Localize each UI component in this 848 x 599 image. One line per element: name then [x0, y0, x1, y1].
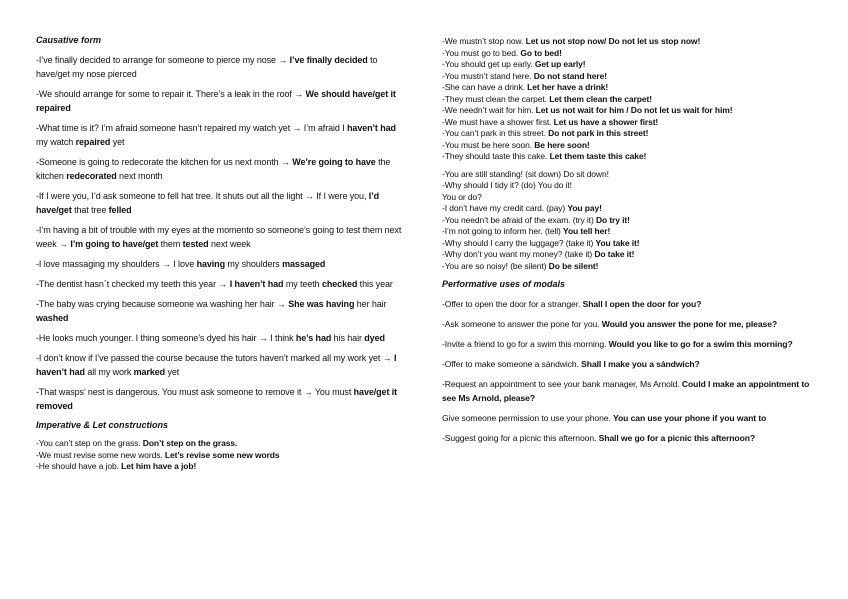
answer-bold: checked — [321, 279, 358, 289]
do-line: You or do? — [442, 191, 482, 202]
answer-bold: dyed — [364, 333, 385, 343]
answer-bold: Let’s revise some new words — [164, 449, 280, 460]
answer-bold: We’re going to have — [292, 157, 376, 167]
answer-bold: Could I make an appointment to see Ms Arnold, please? — [442, 379, 810, 403]
answer-bold: Do take it! — [594, 249, 635, 259]
answer-bold: Let us have a shower first! — [553, 116, 659, 127]
answer-bold: You take it! — [595, 237, 640, 248]
do-line: -Why should I carry the luggage? (take it) You take it! — [442, 237, 640, 248]
causative-paragraph: -I don’t know if I’ve passed the course because the tutors haven’t marked all my work yet → I haven’t had all my work marked yet — [36, 353, 397, 377]
answer-bold: Let us not stop now/ Do not let us stop now! — [525, 36, 701, 46]
causative-paragraph: -We should arrange for some to repair it. There’s a leak in the roof → We should have/get it repaired — [36, 89, 396, 113]
performative-paragraph: -Offer to open the door for a stranger. Shall I open the door for you? — [442, 299, 702, 309]
answer-bold: I haven’t had — [36, 353, 397, 377]
answer-bold: Let them clean the carpet! — [549, 93, 652, 104]
answer-bold: he’s had — [295, 333, 332, 343]
answer-bold: Shall I make you a sándwich? — [581, 359, 700, 369]
let-constructions-list — [442, 36, 812, 163]
do-line: -You are so noisy! (be silent) Do be silent! — [442, 260, 599, 271]
causative-paragraph: -Someone is going to redecorate the kitchen for us next month → We’re going to have the kitchen redecorated next month — [36, 157, 391, 181]
causative-paragraph: -I love massaging my shoulders → I love having my shoulders massaged — [36, 259, 326, 269]
let-line: -You must be here soon. Be here soon! — [442, 139, 590, 150]
answer-bold: She was having — [288, 299, 355, 309]
answer-bold: You can use your phone if you want to — [613, 413, 767, 423]
answer-bold: felled — [108, 205, 132, 215]
causative-paragraph: -That wasps’ nest is dangerous. You must ask someone to remove it → You must have/get it removed — [36, 387, 398, 411]
answer-bold: haven’t had — [347, 123, 396, 133]
let-line: -They must clean the carpet. Let them clean the carpet! — [442, 93, 652, 104]
let-line: -We mustn’t stop now. Let us not stop now/ Do not let us stop now! — [442, 36, 701, 46]
let-line: -You can’t park in this street. Do not park in this street! — [442, 128, 649, 138]
causative-list — [36, 53, 408, 413]
left-column — [36, 34, 408, 479]
let-line: -We must have a shower first. Let us have a shower first! — [442, 116, 659, 127]
causative-heading: Causative form — [36, 35, 102, 45]
let-line: -You mustn’t stand here. Do not stand here! — [442, 70, 607, 81]
answer-bold: Let them taste this cake! — [549, 151, 647, 161]
answer-bold: Let him have a job! — [121, 461, 197, 471]
performative-paragraph: -Request an appointment to see your bank manager, Ms Arnold. Could I make an appointment to see Ms Arnold, please? — [442, 379, 810, 403]
answer-bold: redecorated — [66, 171, 117, 181]
answer-bold: Do not park in this street! — [548, 128, 649, 138]
answer-bold: You pay! — [567, 203, 602, 213]
answer-bold: have/get it removed — [36, 387, 398, 411]
performative-paragraph: -Offer to make someone a sándwich. Shall I make you a sándwich? — [442, 359, 700, 369]
performative-paragraph: -Invite a friend to go for a swim this morning. Would you like to go for a swim this morning? — [442, 339, 793, 349]
performative-paragraph: -Suggest going for a picnic this afternoon. Shall we go for a picnic this afternoon? — [442, 433, 756, 443]
answer-bold: Shall we go for a picnic this afternoon? — [598, 433, 756, 443]
let-line: -They should taste this cake. Let them taste this cake! — [442, 151, 647, 161]
answer-bold: massaged — [282, 259, 326, 269]
answer-bold: washed — [36, 313, 69, 323]
answer-bold: I’d have/get — [36, 191, 379, 215]
answer-bold: Get up early! — [534, 59, 586, 69]
answer-bold: Shall I open the door for you? — [582, 299, 702, 309]
let-line: -You must go to bed. Go to bed! — [442, 47, 562, 58]
answer-bold: I haven’t had — [229, 279, 284, 289]
answer-bold: Do not stand here! — [533, 70, 607, 81]
do-line: -You are still standing! (sit down) Do sit down! — [442, 168, 609, 179]
answer-bold: Let us not wait for him / Do not let us wait for him! — [535, 105, 733, 115]
do-line: -Why don’t you want my money? (take it) Do take it! — [442, 249, 635, 259]
causative-paragraph: -The dentist hasn´t checked my teeth this year → I haven’t had my teeth checked this year — [36, 279, 393, 289]
causative-paragraph: -He looks much younger. I thing someone’s dyed his hair → I think he’s had his hair dyed — [36, 333, 385, 343]
answer-bold: Be here soon! — [534, 139, 590, 150]
imperative-line: -He should have a job. Let him have a job! — [36, 461, 197, 471]
causative-paragraph: -What time is it? I’m afraid someone hasn’t repaired my watch yet → I’m afraid I haven’t had my watch repaired yet — [36, 123, 396, 147]
do-line: -Why should I tidy it? (do) You do it! — [442, 180, 572, 190]
performative-heading: Performative uses of modals — [442, 279, 566, 289]
performative-list — [442, 297, 812, 445]
answer-bold: Would you like to go for a swim this morning? — [608, 339, 793, 349]
answer-bold: You tell her! — [563, 226, 611, 236]
do-emphatic-list — [442, 169, 812, 273]
causative-paragraph: -I’m having a bit of trouble with my eyes at the momento so someone’s going to test them next week → I’m going to have/get them tested next week — [36, 225, 402, 249]
performative-paragraph: -Ask someone to answer the pone for you. Would you answer the pone for me, please? — [442, 319, 778, 329]
answer-bold: Would you answer the pone for me, please? — [601, 319, 778, 329]
imperative-line: -We must revise some new words. Let’s revise some new words — [36, 449, 280, 460]
do-line: -I’m not going to inform her. (tell) You tell her! — [442, 226, 611, 236]
answer-bold: We should have/get it repaired — [36, 89, 396, 113]
answer-bold: Go to bed! — [520, 47, 562, 58]
do-line: -I don’t have my credit card. (pay) You pay! — [442, 203, 602, 213]
answer-bold: Let her have a drink! — [527, 82, 609, 92]
causative-paragraph: -If I were you, I’d ask someone to fell hat tree. It shuts out all the light → If I were you, I’d have/get that tree felled — [36, 191, 379, 215]
answer-bold: Do try it! — [595, 214, 630, 225]
imperative-list — [36, 438, 408, 473]
causative-paragraph: -The baby was crying because someone wa washing her hair → She was having her hair washed — [36, 299, 387, 323]
answer-bold: Don’t step on the grass. — [142, 438, 238, 448]
answer-bold: marked — [133, 367, 166, 377]
answer-bold: repaired — [75, 137, 111, 147]
answer-bold: I’m going to have/get — [70, 239, 159, 249]
answer-bold: I’ve finally decided — [289, 55, 368, 65]
imperative-line: -You can’t step on the grass. Don’t step on the grass. — [36, 438, 238, 448]
answer-bold: Do be silent! — [548, 260, 599, 271]
answer-bold: tested — [182, 239, 209, 249]
causative-paragraph: -I’ve finally decided to arrange for someone to pierce my nose → I’ve finally decided to have/get my nose pierced — [36, 55, 378, 79]
let-line: -She can have a drink. Let her have a drink! — [442, 82, 609, 92]
let-line: -You should get up early. Get up early! — [442, 59, 586, 69]
do-line: -You needn’t be afraid of the exam. (try it) Do try it! — [442, 214, 630, 225]
right-column — [442, 36, 812, 451]
imperative-heading: Imperative & Let constructions — [36, 420, 169, 430]
performative-paragraph: Give someone permission to use your phone. You can use your phone if you want to — [442, 413, 767, 423]
let-line: -We needn’t wait for him. Let us not wait for him / Do not let us wait for him! — [442, 105, 733, 115]
answer-bold: having — [196, 259, 225, 269]
